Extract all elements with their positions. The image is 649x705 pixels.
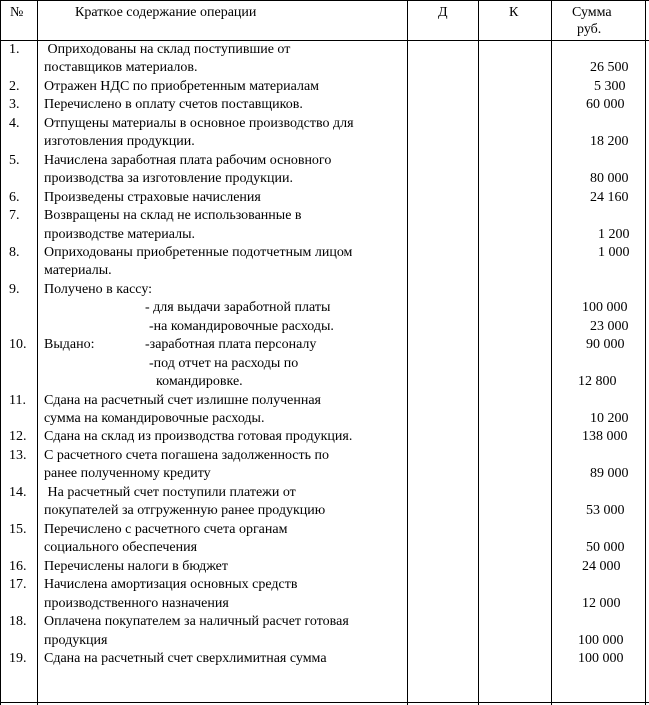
operation-text: Отпущены материалы в основное производство для xyxy=(44,116,354,131)
operation-text: ранее полученному кредиту xyxy=(44,466,211,481)
operation-amount: 1 200 xyxy=(598,227,630,242)
operation-text: поставщиков материалов. xyxy=(44,60,198,75)
operation-text: Отражен НДС по приобретенным материалам xyxy=(44,79,320,94)
row-number: 14. xyxy=(9,485,27,500)
operation-text: Оплачена покупателем за наличный расчет готовая xyxy=(44,614,349,629)
row-number: 4. xyxy=(9,116,20,131)
header-sum: Сумма xyxy=(572,5,612,20)
operation-amount: 80 000 xyxy=(590,171,629,186)
operation-text: Сдана на склад из производства готовая продукция. xyxy=(44,429,353,444)
row-number: 2. xyxy=(9,79,20,94)
operation-text: Возвращены на склад не использованные в xyxy=(44,208,302,223)
row-number: 7. xyxy=(9,208,20,223)
row-number: 17. xyxy=(9,577,27,592)
operation-text: Сдана на расчетный счет излишне полученная xyxy=(44,393,321,408)
operation-amount: 24 000 xyxy=(582,559,621,574)
row-number: 6. xyxy=(9,190,20,205)
header-num: № xyxy=(10,5,24,20)
row-number: 12. xyxy=(9,429,27,444)
column-divider-desc xyxy=(407,0,408,705)
operation-amount: 1 000 xyxy=(598,245,630,260)
row-number: 5. xyxy=(9,153,20,168)
operation-text: покупателей за отгруженную ранее продукцию xyxy=(44,503,326,518)
operation-text: - для выдачи заработной платы xyxy=(145,300,331,315)
operation-amount: 26 500 xyxy=(590,60,629,75)
operation-amount: 138 000 xyxy=(582,429,628,444)
table-border-bottom xyxy=(0,702,649,703)
operation-amount: 60 000 xyxy=(586,97,625,112)
operation-text: социального обеспечения xyxy=(44,540,198,555)
operation-text: Произведены страховые начисления xyxy=(44,190,261,205)
header-description: Краткое содержание операции xyxy=(75,5,257,20)
row-number: 3. xyxy=(9,97,20,112)
operation-text: изготовления продукции. xyxy=(44,134,195,149)
operation-text: Оприходованы приобретенные подотчетным лицом xyxy=(44,245,353,260)
operation-text: -на командировочные расходы. xyxy=(149,319,334,334)
header-sum-unit: руб. xyxy=(577,22,602,37)
row-number: 13. xyxy=(9,448,27,463)
column-divider-credit xyxy=(551,0,552,705)
operation-amount: 24 160 xyxy=(590,190,629,205)
operation-amount: 18 200 xyxy=(590,134,629,149)
row-number: 9. xyxy=(9,282,20,297)
operation-amount: 53 000 xyxy=(586,503,625,518)
row-number: 16. xyxy=(9,559,27,574)
operation-text: Начислена заработная плата рабочим основного xyxy=(44,153,332,168)
row-number: 18. xyxy=(9,614,27,629)
operation-amount: 12 000 xyxy=(582,596,621,611)
operation-text: Сдана на расчетный счет сверхлимитная сумма xyxy=(44,651,327,666)
operation-amount: 89 000 xyxy=(590,466,629,481)
operation-amount: 23 000 xyxy=(590,319,629,334)
column-divider-debit xyxy=(478,0,479,705)
operation-amount: 100 000 xyxy=(578,651,624,666)
operation-text: производства за изготовление продукции. xyxy=(44,171,293,186)
operation-text: С расчетного счета погашена задолженность по xyxy=(44,448,329,463)
row-number: 15. xyxy=(9,522,27,537)
operation-text: -под отчет на расходы по xyxy=(149,356,299,371)
operation-text: продукция xyxy=(44,633,108,648)
operation-text: Получено в кассу: xyxy=(44,282,153,297)
operation-text: На расчетный счет поступили платежи от xyxy=(44,485,296,500)
row-number: 8. xyxy=(9,245,20,260)
table-border-right xyxy=(645,0,646,705)
table-border-top xyxy=(0,0,649,1)
operation-text: сумма на командировочные расходы. xyxy=(44,411,265,426)
row-number: 19. xyxy=(9,651,27,666)
table-border-left xyxy=(0,0,1,705)
operation-text: производственного назначения xyxy=(44,596,229,611)
operation-amount: 5 300 xyxy=(594,79,626,94)
operation-text: Начислена амортизация основных средств xyxy=(44,577,298,592)
operation-text: Перечислено с расчетного счета органам xyxy=(44,522,288,537)
row-number: 10. xyxy=(9,337,27,352)
operation-amount: 10 200 xyxy=(590,411,629,426)
row-number: 1. xyxy=(9,42,20,57)
operation-amount: 100 000 xyxy=(578,633,624,648)
operation-text: материалы. xyxy=(44,263,112,278)
row-number: 11. xyxy=(9,393,26,408)
operation-text: Выдано: xyxy=(44,337,95,352)
operation-text: Перечислено в оплату счетов поставщиков. xyxy=(44,97,303,112)
operation-text: производстве материалы. xyxy=(44,227,195,242)
operation-text: командировке. xyxy=(156,374,243,389)
header-credit: К xyxy=(509,5,519,20)
operation-text: Перечислены налоги в бюджет xyxy=(44,559,229,574)
operation-text: Оприходованы на склад поступившие от xyxy=(44,42,291,57)
operation-amount: 90 000 xyxy=(586,337,625,352)
operation-text: -заработная плата персоналу xyxy=(145,337,317,352)
operation-amount: 100 000 xyxy=(582,300,628,315)
operation-amount: 50 000 xyxy=(586,540,625,555)
operation-amount: 12 800 xyxy=(578,374,617,389)
header-debit: Д xyxy=(438,5,448,20)
column-divider-num xyxy=(37,0,38,705)
